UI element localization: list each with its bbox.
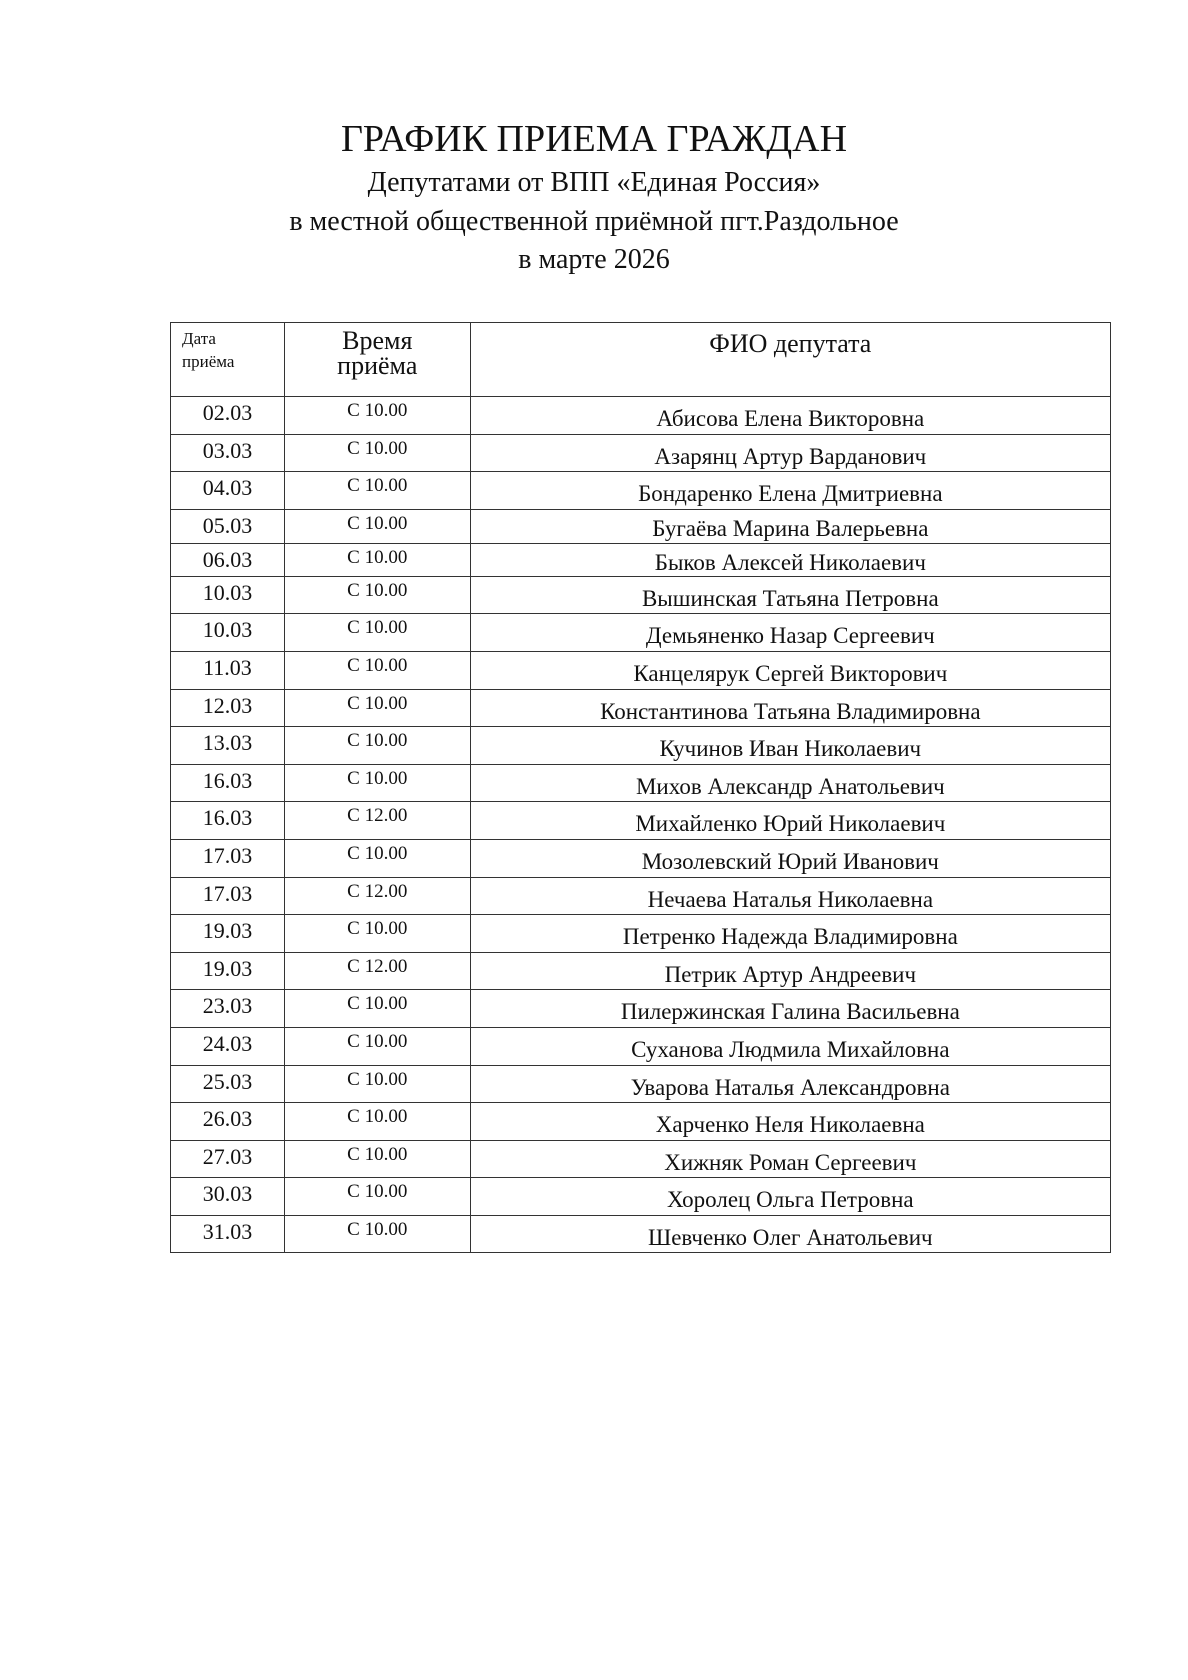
table-row [171, 544, 1111, 577]
date-cell [171, 690, 285, 727]
date-cell-text: 16.03 [202, 767, 253, 793]
date-cell-text: 19.03 [202, 918, 253, 944]
date-cell-text: 19.03 [202, 955, 253, 981]
table-row [171, 953, 1111, 991]
deputy-name-cell [471, 652, 1111, 689]
deputy-name-cell [471, 472, 1111, 509]
deputy-name-cell [471, 544, 1111, 576]
deputy-name-cell [471, 915, 1111, 952]
deputy-name-cell-text: Константинова Татьяна Владимировна [600, 698, 981, 724]
time-cell [285, 472, 471, 509]
date-cell [171, 577, 285, 614]
time-cell-text: С 10.00 [347, 1181, 408, 1203]
header-cell-name [471, 323, 1111, 396]
document-subtitle-location: в местной общественной приёмной пгт.Раздольное [289, 206, 899, 237]
header-cell-date [171, 323, 285, 396]
header-cell-time [285, 323, 471, 396]
time-cell [285, 1216, 471, 1253]
deputy-name-cell-text: Михайленко Юрий Николаевич [635, 811, 946, 837]
time-cell-text: С 10.00 [347, 1106, 408, 1128]
date-cell-text: 03.03 [202, 437, 253, 463]
deputy-name-cell [471, 435, 1111, 472]
date-cell-text: 13.03 [202, 730, 253, 756]
date-cell [171, 1103, 285, 1140]
deputy-name-cell [471, 1066, 1111, 1103]
time-cell-text: С 12.00 [347, 880, 408, 902]
date-cell [171, 435, 285, 472]
header-time-label: Время приёма [337, 326, 418, 380]
deputy-name-cell-text: Мозолевский Юрий Иванович [641, 848, 939, 874]
deputy-name-cell-text: Петренко Надежда Владимировна [622, 924, 958, 950]
table-row [171, 1066, 1111, 1104]
deputy-name-cell [471, 802, 1111, 839]
time-cell-text: С 10.00 [347, 1218, 408, 1240]
deputy-name-cell-text: Демьяненко Назар Сергеевич [645, 623, 935, 649]
table-row [171, 614, 1111, 652]
deputy-name-cell [471, 1028, 1111, 1065]
deputy-name-cell [471, 1178, 1111, 1215]
date-cell-text: 25.03 [202, 1068, 253, 1094]
date-cell-text: 17.03 [202, 842, 253, 868]
deputy-name-cell [471, 727, 1111, 764]
table-row [171, 577, 1111, 615]
time-cell-text: С 10.00 [347, 1068, 408, 1090]
time-cell-text: С 10.00 [347, 1030, 408, 1052]
document-title: ГРАФИК ПРИЕМА ГРАЖДАН [340, 118, 848, 160]
header-name-label: ФИО депутата [709, 329, 872, 358]
deputy-name-cell [471, 690, 1111, 727]
time-cell [285, 1103, 471, 1140]
time-cell [285, 878, 471, 915]
table-row [171, 990, 1111, 1028]
date-cell-text: 06.03 [202, 546, 253, 572]
date-cell-text: 24.03 [202, 1030, 253, 1056]
deputy-name-cell [471, 614, 1111, 651]
date-cell [171, 915, 285, 952]
document-subtitle-party: Депутатами от ВПП «Единая Россия» [367, 167, 821, 198]
date-cell-text: 10.03 [202, 579, 253, 605]
deputy-name-cell-text: Канцелярук Сергей Викторович [633, 660, 948, 686]
deputy-name-cell-text: Быков Алексей Николаевич [654, 549, 926, 575]
date-cell [171, 1028, 285, 1065]
date-cell [171, 727, 285, 764]
table-row [171, 472, 1111, 510]
date-cell [171, 1178, 285, 1215]
date-cell [171, 990, 285, 1027]
header-date-label: Дата приёма [182, 329, 235, 371]
table-row [171, 1216, 1111, 1254]
date-cell-text: 16.03 [202, 805, 253, 831]
deputy-name-cell-text: Хоролец Ольга Петровна [667, 1187, 914, 1213]
deputy-name-cell [471, 990, 1111, 1027]
date-cell [171, 765, 285, 802]
time-cell [285, 1178, 471, 1215]
date-cell-text: 30.03 [202, 1181, 253, 1207]
time-cell-text: С 10.00 [347, 730, 408, 752]
date-cell [171, 652, 285, 689]
table-row [171, 690, 1111, 728]
deputy-name-cell [471, 1103, 1111, 1140]
deputy-name-cell-text: Харченко Неля Николаевна [655, 1112, 925, 1138]
deputy-name-cell [471, 1141, 1111, 1178]
time-cell [285, 577, 471, 614]
time-cell-text: С 10.00 [347, 512, 408, 534]
time-cell-text: С 10.00 [347, 993, 408, 1015]
time-cell-text: С 10.00 [347, 918, 408, 940]
deputy-name-cell [471, 878, 1111, 915]
time-cell-text: С 10.00 [347, 437, 408, 459]
date-cell [171, 1141, 285, 1178]
time-cell-text: С 10.00 [347, 400, 408, 421]
time-cell-text: С 12.00 [347, 805, 408, 827]
date-cell-text: 11.03 [203, 654, 252, 680]
time-cell-text: С 10.00 [347, 767, 408, 789]
table-row [171, 765, 1111, 803]
table-row [171, 435, 1111, 473]
date-cell [171, 840, 285, 877]
date-cell [171, 397, 285, 434]
time-cell-text: С 10.00 [347, 475, 408, 497]
deputy-name-cell-text: Вышинская Татьяна Петровна [641, 585, 939, 611]
deputy-name-cell-text: Азарянц Артур Варданович [654, 443, 927, 469]
time-cell-text: С 10.00 [347, 654, 408, 676]
deputy-name-cell-text: Абисова Елена Викторовна [656, 406, 925, 431]
date-cell-text: 26.03 [202, 1106, 253, 1132]
date-cell [171, 472, 285, 509]
deputy-name-cell-text: Михов Александр Анатольевич [635, 773, 945, 799]
deputy-name-cell-text: Уварова Наталья Александровна [630, 1074, 950, 1100]
deputy-name-cell-text: Суханова Людмила Михайловна [631, 1036, 950, 1062]
deputy-name-cell [471, 510, 1111, 543]
time-cell [285, 510, 471, 543]
date-cell [171, 1066, 285, 1103]
time-cell [285, 1028, 471, 1065]
date-cell-text: 10.03 [202, 617, 253, 643]
time-cell [285, 990, 471, 1027]
date-cell-text: 17.03 [202, 880, 253, 906]
table-row [171, 1103, 1111, 1141]
document-subtitle-period: в марте 2026 [518, 244, 670, 275]
time-cell [285, 397, 471, 434]
date-cell-text: 02.03 [202, 400, 253, 425]
date-cell [171, 614, 285, 651]
deputy-name-cell-text: Шевченко Олег Анатольевич [648, 1224, 933, 1250]
date-cell [171, 1216, 285, 1253]
time-cell-text: С 10.00 [347, 692, 408, 714]
time-cell-text: С 10.00 [347, 617, 408, 639]
time-cell [285, 802, 471, 839]
time-cell [285, 953, 471, 990]
time-cell [285, 690, 471, 727]
time-cell-text: С 12.00 [347, 955, 408, 977]
deputy-name-cell [471, 840, 1111, 877]
deputy-name-cell-text: Хижняк Роман Сергеевич [664, 1149, 917, 1175]
deputy-name-cell [471, 1216, 1111, 1253]
table-header-row [171, 323, 1111, 397]
date-cell-text: 31.03 [202, 1218, 253, 1244]
date-cell [171, 510, 285, 543]
table-row [171, 802, 1111, 840]
table-row [171, 915, 1111, 953]
deputy-name-cell-text: Кучинов Иван Николаевич [659, 736, 922, 762]
time-cell-text: С 10.00 [347, 546, 408, 568]
table-row [171, 727, 1111, 765]
deputy-name-cell [471, 577, 1111, 614]
deputy-name-cell [471, 953, 1111, 990]
table-row [171, 397, 1111, 435]
time-cell-text: С 10.00 [347, 842, 408, 864]
time-cell [285, 765, 471, 802]
deputy-name-cell-text: Петрик Артур Андреевич [664, 961, 917, 987]
table-body [171, 397, 1111, 1253]
time-cell [285, 435, 471, 472]
deputy-name-cell-text: Бугаёва Марина Валерьевна [652, 515, 929, 541]
date-cell [171, 878, 285, 915]
deputy-name-cell-text: Пилержинская Галина Васильевна [620, 999, 960, 1025]
deputy-name-cell [471, 397, 1111, 434]
time-cell-text: С 10.00 [347, 1143, 408, 1165]
date-cell-text: 05.03 [202, 512, 253, 538]
deputy-name-cell-text: Нечаева Наталья Николаевна [647, 886, 934, 912]
table-row [171, 878, 1111, 916]
time-cell [285, 1141, 471, 1178]
time-cell [285, 1066, 471, 1103]
time-cell [285, 652, 471, 689]
deputy-name-cell-text: Бондаренко Елена Дмитриевна [638, 481, 943, 507]
date-cell-text: 23.03 [202, 993, 253, 1019]
schedule-table [170, 322, 1111, 1253]
table-row [171, 840, 1111, 878]
date-cell-text: 04.03 [202, 475, 253, 501]
time-cell [285, 614, 471, 651]
date-cell-text: 12.03 [202, 692, 253, 718]
date-cell [171, 544, 285, 576]
date-cell-text: 27.03 [202, 1143, 253, 1169]
deputy-name-cell [471, 765, 1111, 802]
time-cell [285, 544, 471, 576]
time-cell [285, 915, 471, 952]
table-row [171, 510, 1111, 544]
table-row [171, 1028, 1111, 1066]
table-row [171, 1141, 1111, 1179]
date-cell [171, 953, 285, 990]
time-cell-text: С 10.00 [347, 579, 408, 601]
table-row [171, 652, 1111, 690]
date-cell [171, 802, 285, 839]
time-cell [285, 840, 471, 877]
time-cell [285, 727, 471, 764]
table-row [171, 1178, 1111, 1216]
